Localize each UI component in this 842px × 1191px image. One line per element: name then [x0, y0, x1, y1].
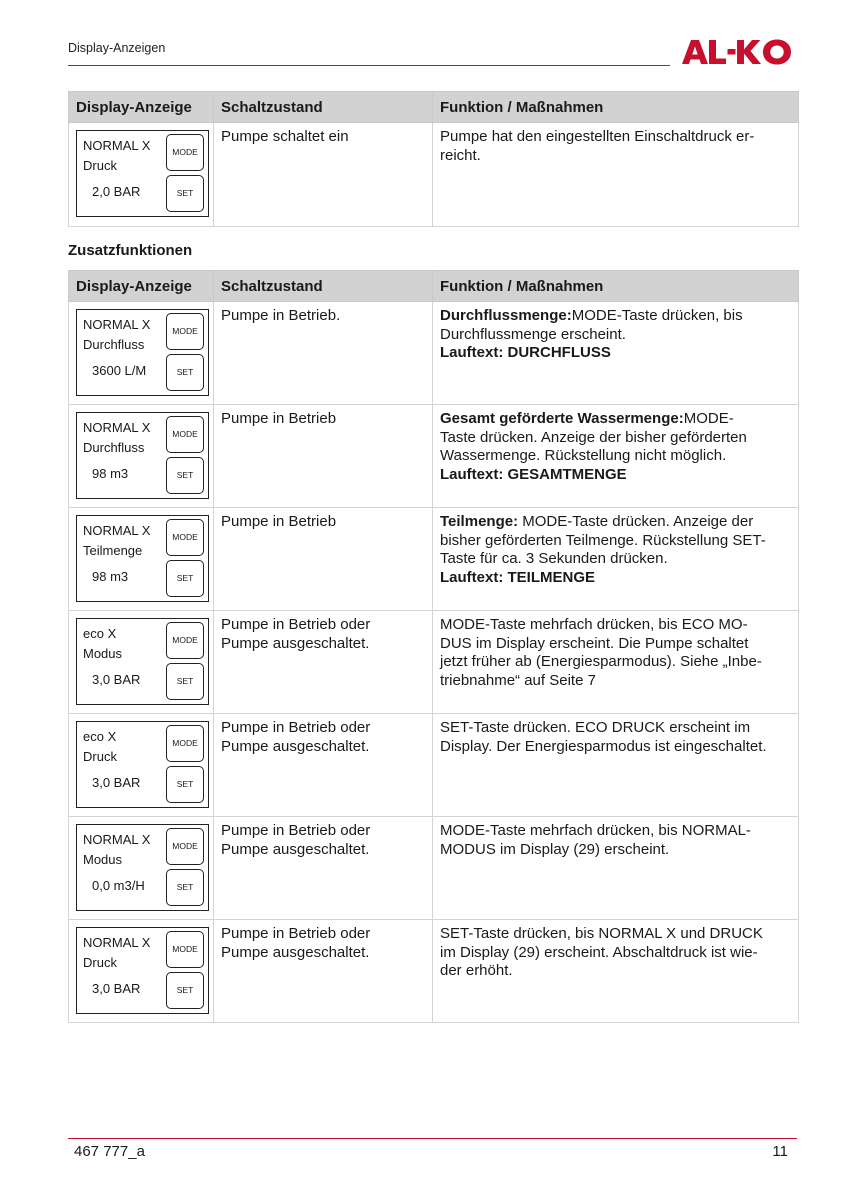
display-line-mode: NORMAL X	[83, 935, 151, 950]
function-text: MODE-Taste mehrfach drücken, bis ECO MO-	[440, 616, 748, 633]
display-line-parameter: Modus	[83, 646, 123, 661]
mode-button[interactable]: MODE	[166, 519, 204, 556]
header-divider	[68, 65, 670, 66]
state-text-line: Pumpe in Betrieb	[221, 410, 337, 427]
state-text-line: Pumpe ausgeschaltet.	[221, 840, 370, 858]
state-text-line: Pumpe in Betrieb oder	[221, 616, 371, 633]
mode-button[interactable]: MODE	[166, 134, 204, 171]
function-text-line	[440, 719, 791, 738]
function-text: der erhöht.	[440, 962, 513, 979]
function-text: Taste für ca. 3 Sekunden drücken.	[440, 550, 668, 567]
function-text-line	[440, 128, 791, 147]
function-text: jetzt früher ab (Energiesparmodus). Siehe „Inbe-	[440, 653, 762, 670]
function-keyword: Gesamt geförderte Wassermenge:	[440, 410, 684, 427]
function-text-line	[440, 841, 791, 860]
state-cell	[214, 920, 433, 1023]
function-text: Durchflussmenge erscheint.	[440, 325, 626, 343]
function-text: reicht.	[440, 146, 481, 164]
function-text-line	[440, 429, 791, 448]
lcd-display	[76, 309, 209, 396]
function-cell	[433, 302, 799, 405]
display-cell	[69, 611, 214, 714]
lcd-display	[76, 130, 209, 217]
mode-button[interactable]: MODE	[166, 725, 204, 762]
state-cell	[214, 302, 433, 405]
function-text-line	[440, 466, 791, 485]
column-header-display: Display-Anzeige	[69, 92, 214, 123]
function-text-line	[440, 738, 791, 757]
section-title: Zusatzfunktionen	[68, 242, 193, 259]
display-cell	[69, 508, 214, 611]
state-text-line: Pumpe ausgeschaltet.	[221, 943, 370, 961]
display-line-value: 0,0 m3/H	[92, 878, 145, 893]
display-cell	[69, 817, 214, 920]
column-header-function: Funktion / Maßnahmen	[433, 271, 799, 302]
set-button[interactable]: SET	[166, 175, 204, 212]
set-button[interactable]: SET	[166, 766, 204, 803]
function-text-line	[440, 944, 791, 963]
state-text-line: Pumpe ausgeschaltet.	[221, 737, 370, 755]
function-text-line	[440, 344, 791, 363]
function-text: triebnahme“ auf Seite 7	[440, 671, 596, 689]
display-line-parameter: Druck	[83, 749, 117, 764]
display-line-value: 3,0 BAR	[92, 981, 141, 996]
display-table-additional	[68, 270, 799, 1023]
display-line-parameter: Druck	[83, 158, 117, 173]
display-line-mode: NORMAL X	[83, 420, 151, 435]
table-row	[69, 714, 799, 817]
display-line-value: 3600 L/M	[92, 363, 147, 378]
display-line-mode: eco X	[83, 626, 117, 641]
table-row	[69, 920, 799, 1023]
function-text-line	[440, 962, 791, 981]
function-cell	[433, 123, 799, 227]
mode-button[interactable]: MODE	[166, 622, 204, 659]
table-row	[69, 123, 799, 227]
display-line-value: 98 m3	[92, 569, 129, 584]
function-text: Wassermenge. Rückstellung nicht möglich.	[440, 447, 727, 464]
display-cell	[69, 302, 214, 405]
function-cell	[433, 508, 799, 611]
table-row	[69, 302, 799, 405]
set-button[interactable]: SET	[166, 457, 204, 494]
footer-divider	[68, 1138, 797, 1139]
function-cell	[433, 611, 799, 714]
state-text-line: Pumpe in Betrieb oder	[221, 719, 371, 736]
function-text-line	[440, 672, 791, 691]
display-line-value: 98 m3	[92, 466, 129, 481]
display-line-parameter: Modus	[83, 852, 123, 867]
function-text-line	[440, 410, 791, 429]
function-text: bisher geförderten Teilmenge. Rückstellung SET-	[440, 531, 766, 549]
display-line-parameter: Teilmenge	[83, 543, 143, 558]
state-text-line: Pumpe ausgeschaltet.	[221, 634, 370, 652]
function-keyword: Teilmenge:	[440, 513, 519, 530]
column-header-state: Schaltzustand	[214, 92, 433, 123]
state-text-line: Pumpe schaltet ein	[221, 128, 349, 145]
set-button[interactable]: SET	[166, 972, 204, 1009]
function-text-line	[440, 513, 791, 532]
state-text-line: Pumpe in Betrieb oder	[221, 925, 371, 942]
function-text-line	[440, 447, 791, 466]
display-table-basic	[68, 91, 799, 227]
function-text-line	[440, 822, 791, 841]
set-button[interactable]: SET	[166, 663, 204, 700]
table-row	[69, 405, 799, 508]
lcd-display	[76, 824, 209, 911]
table-row	[69, 611, 799, 714]
display-line-mode: NORMAL X	[83, 317, 151, 332]
function-text-line	[440, 569, 791, 588]
lcd-display	[76, 515, 209, 602]
lcd-display	[76, 927, 209, 1014]
function-cell	[433, 405, 799, 508]
state-text-line: Pumpe in Betrieb.	[221, 307, 341, 324]
function-text: Pumpe hat den eingestellten Einschaltdruck er-	[440, 128, 755, 145]
display-line-value: 2,0 BAR	[92, 184, 141, 199]
display-cell	[69, 920, 214, 1023]
function-keyword: Lauftext: TEILMENGE	[440, 568, 596, 586]
function-text-line	[440, 532, 791, 551]
function-text-line	[440, 326, 791, 345]
set-button[interactable]: SET	[166, 560, 204, 597]
function-cell	[433, 714, 799, 817]
mode-button[interactable]: MODE	[166, 931, 204, 968]
function-text: Taste drücken. Anzeige der bisher geförderten	[440, 428, 747, 446]
function-text: MODE-Taste drücken. Anzeige der	[518, 513, 754, 530]
display-line-value: 3,0 BAR	[92, 775, 141, 790]
mode-button[interactable]: MODE	[166, 313, 204, 350]
function-text: SET-Taste drücken. ECO DRUCK erscheint im	[440, 719, 751, 736]
function-text-line	[440, 550, 791, 569]
display-line-mode: NORMAL X	[83, 523, 151, 538]
display-cell	[69, 123, 214, 227]
display-line-mode: eco X	[83, 729, 117, 744]
function-keyword: Lauftext: DURCHFLUSS	[440, 344, 611, 361]
function-cell	[433, 920, 799, 1023]
function-keyword: Lauftext: GESAMTMENGE	[440, 465, 627, 483]
display-line-mode: NORMAL X	[83, 832, 151, 847]
display-cell	[69, 405, 214, 508]
function-text: MODE-	[683, 410, 734, 427]
state-cell	[214, 714, 433, 817]
al-ko-logo	[682, 36, 798, 68]
display-line-mode: NORMAL X	[83, 138, 151, 153]
function-text-line	[440, 147, 791, 166]
function-text: Display. Der Energiesparmodus ist eingeschaltet.	[440, 737, 767, 755]
function-text-line	[440, 635, 791, 654]
function-text: MODE-Taste drücken, bis	[571, 307, 743, 324]
display-line-parameter: Durchfluss	[83, 440, 145, 455]
function-text: DUS im Display erscheint. Die Pumpe schaltet	[440, 634, 749, 652]
display-line-value: 3,0 BAR	[92, 672, 141, 687]
state-text-line: Pumpe in Betrieb	[221, 513, 337, 530]
column-header-display: Display-Anzeige	[69, 271, 214, 302]
state-cell	[214, 817, 433, 920]
function-cell	[433, 817, 799, 920]
state-cell	[214, 123, 433, 227]
document-number: 467 777_a	[74, 1143, 145, 1160]
display-cell	[69, 714, 214, 817]
function-text-line	[440, 616, 791, 635]
function-text: SET-Taste drücken, bis NORMAL X und DRUCK	[440, 925, 763, 942]
function-text-line	[440, 653, 791, 672]
table-row	[69, 508, 799, 611]
state-cell	[214, 611, 433, 714]
set-button[interactable]: SET	[166, 354, 204, 391]
display-line-parameter: Druck	[83, 955, 117, 970]
lcd-display	[76, 412, 209, 499]
display-line-parameter: Durchfluss	[83, 337, 145, 352]
set-button[interactable]: SET	[166, 869, 204, 906]
mode-button[interactable]: MODE	[166, 828, 204, 865]
lcd-display	[76, 721, 209, 808]
function-text: MODUS im Display (29) erscheint.	[440, 840, 670, 858]
function-text-line	[440, 307, 791, 326]
page-number: 11	[772, 1143, 788, 1160]
function-text: im Display (29) erscheint. Abschaltdruck ist wie-	[440, 943, 758, 961]
column-header-function: Funktion / Maßnahmen	[433, 92, 799, 123]
state-text-line: Pumpe in Betrieb oder	[221, 822, 371, 839]
table-row	[69, 817, 799, 920]
column-header-state: Schaltzustand	[214, 271, 433, 302]
function-keyword: Durchflussmenge:	[440, 307, 572, 324]
mode-button[interactable]: MODE	[166, 416, 204, 453]
lcd-display	[76, 618, 209, 705]
page-header-title: Display-Anzeigen	[68, 41, 166, 55]
state-cell	[214, 405, 433, 508]
function-text: MODE-Taste mehrfach drücken, bis NORMAL-	[440, 822, 751, 839]
state-cell	[214, 508, 433, 611]
function-text-line	[440, 925, 791, 944]
